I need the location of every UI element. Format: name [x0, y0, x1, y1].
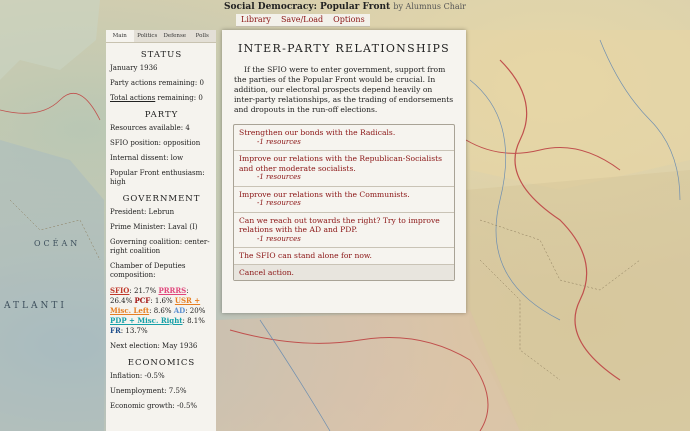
- chamber-composition-label: Chamber of Deputies composition:: [110, 262, 186, 279]
- sidebar-tabs: [106, 30, 216, 43]
- choice-option[interactable]: [234, 125, 454, 150]
- library-button[interactable]: Library: [241, 15, 271, 24]
- choice-list: [233, 124, 455, 281]
- current-date: January 1936: [110, 64, 158, 72]
- game-title-text: Social Democracy: Popular Front: [223, 2, 391, 12]
- choice-cost: -1 resources: [257, 137, 301, 146]
- economic-growth: Economic growth: -0.5%: [110, 402, 198, 410]
- choice-cost: -1 resources: [257, 234, 301, 243]
- dialog-intro: If the SFIO were to enter government, support from the parties of the Popular Front would be crucial. In addition, our electoral prospects depend heavily on inter-party relationships, as the trading of endorsements and dropouts in the run-off elections.: [234, 65, 454, 114]
- dialog-title: INTER-PARTY RELATIONSHIPS: [237, 42, 451, 55]
- inter-party-dialog: [222, 30, 466, 313]
- economics-heading: ECONOMICS: [127, 358, 196, 368]
- party-name: FR: [110, 326, 121, 335]
- party-share: : 20%: [185, 307, 206, 315]
- choice-label: Can we reach out towards the right? Try to improve relations with the AD and PDP.: [239, 215, 440, 234]
- next-election: Next election: May 1936: [110, 342, 198, 350]
- total-actions-remaining: [110, 94, 213, 103]
- total-actions-link[interactable]: Total actions: [110, 94, 156, 102]
- party-name[interactable]: PDP + Misc. Right: [110, 316, 183, 325]
- map-label-ocean: OCÉAN: [34, 239, 81, 248]
- total-actions-value: remaining: 0: [155, 94, 203, 102]
- sfio-position: SFIO position: opposition: [110, 139, 201, 147]
- tab-politics[interactable]: Politics: [137, 33, 158, 39]
- president: President: Lebrun: [110, 208, 175, 216]
- tab-main[interactable]: Main: [106, 30, 134, 42]
- map-label-atlantic: ATLANTI: [4, 301, 67, 311]
- choice-label: Cancel action.: [239, 267, 294, 277]
- sidebar: [106, 30, 216, 431]
- choice-cost: -1 resources: [257, 173, 301, 181]
- popular-front-enthusiasm: Popular Front enthusiasm: high: [110, 169, 205, 186]
- party-name[interactable]: USR + Misc. Left: [110, 296, 201, 315]
- party-share: : 8.1%: [182, 317, 205, 325]
- party-name[interactable]: PRRRS: [158, 286, 187, 295]
- status-heading: STATUS: [140, 50, 183, 60]
- party-share: : 8.6%: [149, 307, 174, 315]
- choice-option[interactable]: [234, 150, 454, 186]
- tab-defense[interactable]: Defense: [163, 33, 187, 39]
- party-name: AD: [173, 306, 186, 315]
- party-actions-remaining: Party actions remaining: 0: [110, 79, 204, 87]
- top-menu: [236, 14, 370, 27]
- choice-option[interactable]: [234, 186, 454, 212]
- game-author: by Alumnus Chair: [393, 2, 466, 11]
- party-name[interactable]: SFIO: [110, 286, 130, 295]
- party-share: : 26.4%: [110, 287, 189, 305]
- choice-label: Strengthen our bonds with the Radicals.: [239, 128, 396, 137]
- party-name: PCF: [134, 296, 151, 305]
- choice-label: Improve our relations with the Communists.: [239, 189, 410, 199]
- game-title: [0, 2, 690, 12]
- unemployment: Unemployment: 7.5%: [110, 387, 187, 395]
- cancel-action-button[interactable]: [234, 264, 454, 281]
- save-load-button[interactable]: Save/Load: [280, 15, 324, 24]
- tab-polls[interactable]: Polls: [195, 33, 209, 39]
- choice-option[interactable]: [234, 212, 454, 248]
- choice-label: The SFIO can stand alone for now.: [239, 251, 372, 260]
- inflation: Inflation: -0.5%: [110, 372, 165, 380]
- party-share: : 21.7%: [129, 287, 159, 295]
- party-share: : 1.6%: [150, 297, 175, 305]
- choice-cost: -1 resources: [257, 199, 301, 207]
- resources-available: Resources available: 4: [110, 124, 190, 132]
- prime-minister: Prime Minister: Laval (I): [110, 223, 198, 231]
- choice-option[interactable]: [234, 247, 454, 264]
- chamber-composition: [110, 286, 213, 336]
- party-heading: PARTY: [144, 110, 179, 120]
- internal-dissent: Internal dissent: low: [110, 154, 184, 162]
- choice-label: Improve our relations with the Republican-Socialists and other moderate socialists.: [239, 154, 443, 173]
- options-button[interactable]: Options: [333, 15, 365, 24]
- government-heading: GOVERNMENT: [122, 194, 201, 204]
- party-share: : 13.7%: [120, 327, 148, 335]
- governing-coalition: Governing coalition: center-right coalition: [110, 238, 210, 255]
